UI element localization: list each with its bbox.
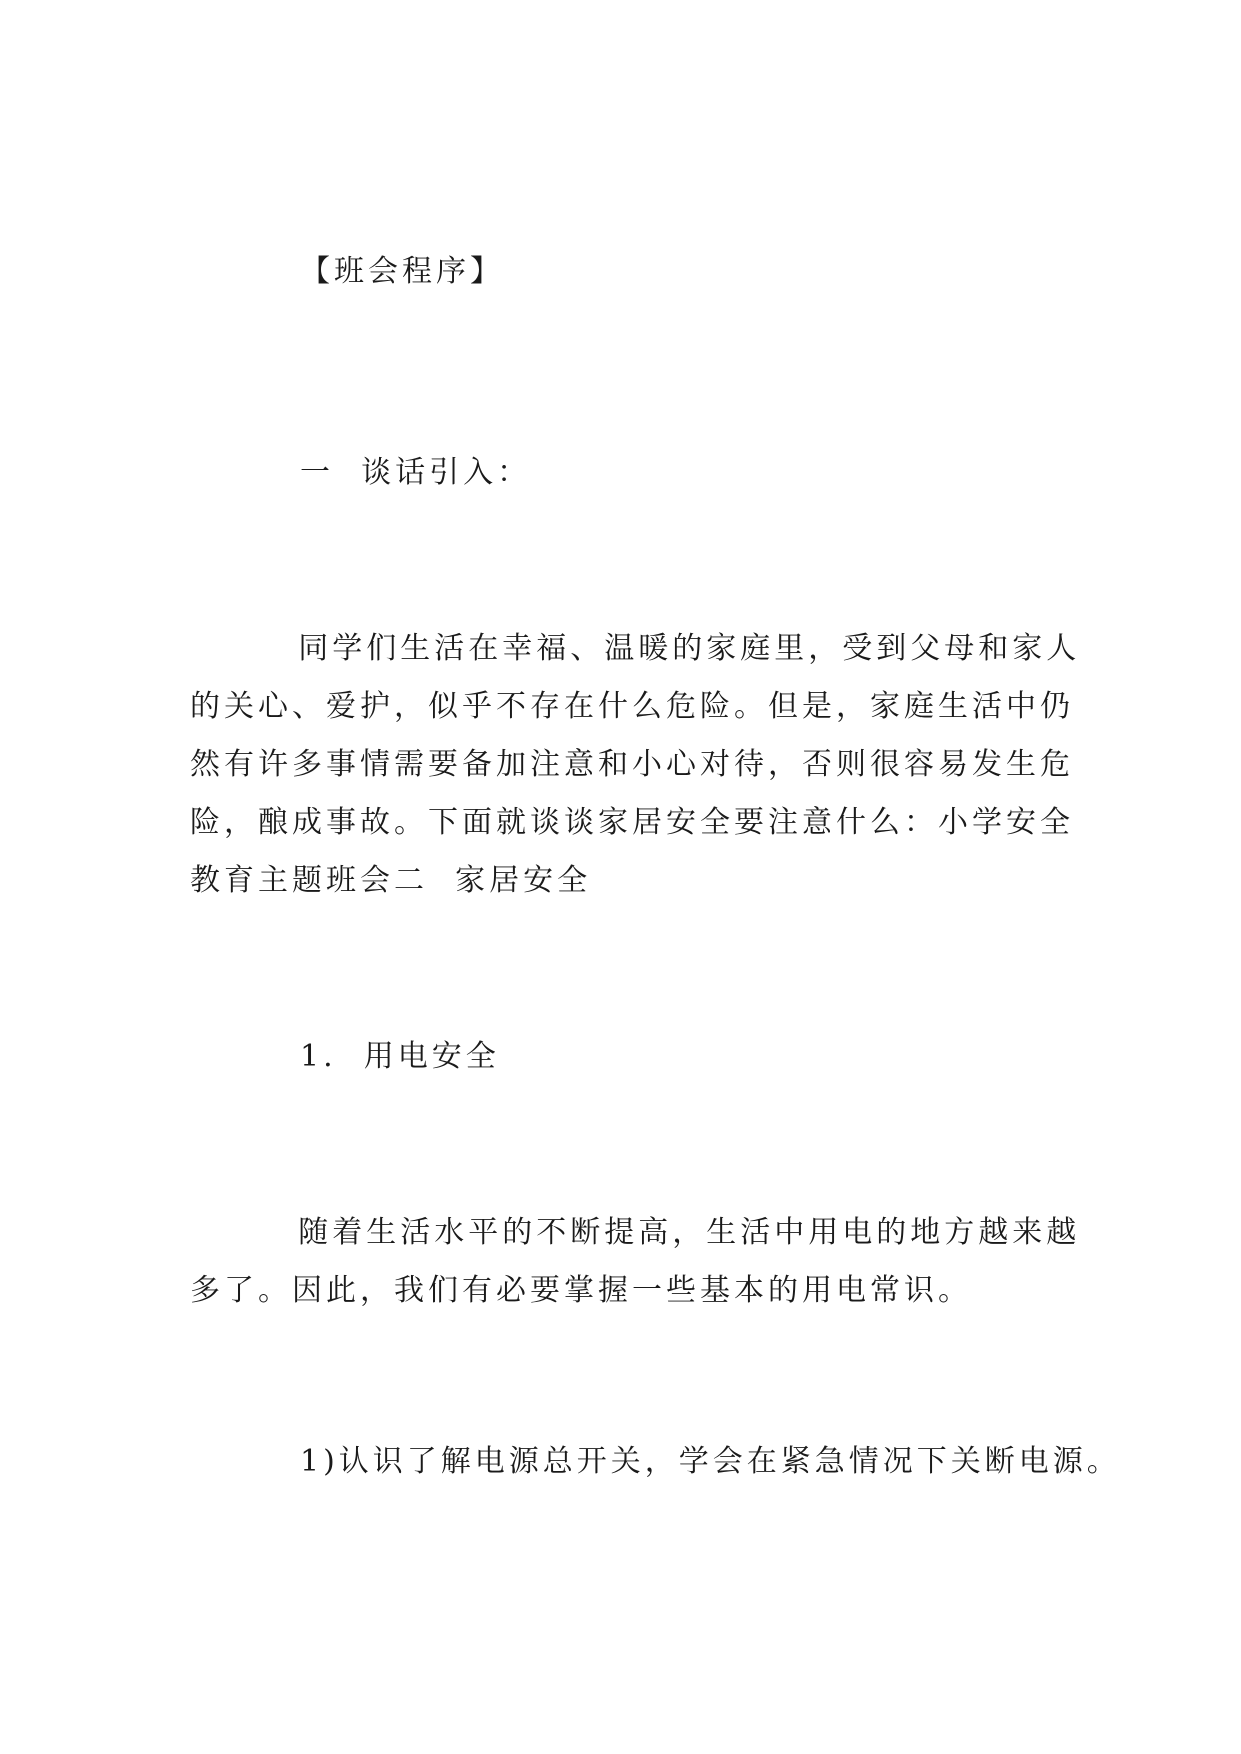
intro-paragraph xyxy=(190,620,1081,910)
electric-paragraph xyxy=(190,1204,1081,1320)
paragraph-line: 然有许多事情需要备加注意和小心对待，否则很容易发生危 xyxy=(190,747,1074,782)
paragraph-line: 随着生活水平的不断提高，生活中用电的地方越来越 xyxy=(190,1215,1081,1250)
paragraph-line: 险，酿成事故。下面就谈谈家居安全要注意什么：小学安全 xyxy=(190,805,1074,840)
paragraph-line: 多了。因此，我们有必要掌握一些基本的用电常识。 xyxy=(190,1273,972,1308)
paragraph-line: 同学们生活在幸福、温暖的家庭里，受到父母和家人 xyxy=(190,631,1081,666)
item1-heading: 1. 用电安全 xyxy=(300,1039,500,1074)
paragraph-line: 教育主题班会二 家居安全 xyxy=(190,863,592,898)
paragraph-line: 的关心、爱护，似乎不存在什么危险。但是，家庭生活中仍 xyxy=(190,689,1074,724)
part1-heading: 一 谈话引入： xyxy=(300,455,532,490)
section-heading: 【班会程序】 xyxy=(300,254,504,289)
point1: 1)认识了解电源总开关，学会在紧急情况下关断电源。 xyxy=(300,1444,1121,1479)
